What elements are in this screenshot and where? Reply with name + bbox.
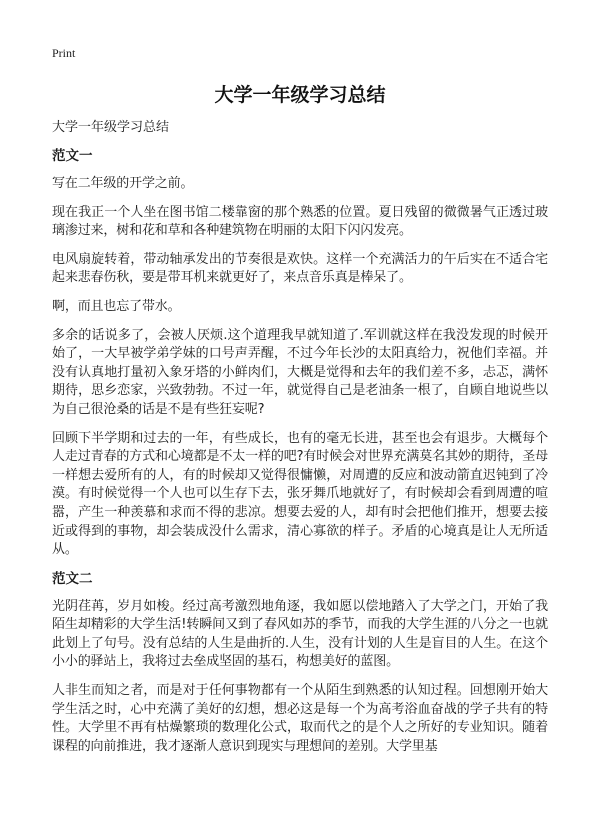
paragraph: 多余的话说多了，会被人厌烦.这个道理我早就知道了.军训就这样在我没发现的时候开始了，一大早被学弟学妹的口号声弄醒，不过今年长沙的太阳真给力，祝他们幸福。并没有认真地打量初入象牙塔的小鲜肉们，大概是觉得和去年的我们差不多，忐忑，满怀期待，思乡恋家，兴致勃勃。不过一年，就觉得自己是老油条一根了，自顾自地说些以为自己很沧桑的话是不是有些狂妄呢?: [52, 327, 548, 417]
paragraph: 回顾下半学期和过去的一年，有些成长，也有的毫无长进，甚至也会有退步。大概每个人走过青春的方式和心境都是不太一样的吧?有时候会对世界充满莫名其妙的期待，圣母一样想去爱所有的人，有的时候却又觉得很慵懒，对周遭的反应和波动箭直迟钝到了冷漠。有时候觉得一个人也可以生存下去，张牙舞爪地就好了，有时候却会看到周遭的喧嚣，产生一种羡慕和求而不得的悲凉。想要去爱的人，却有时会把他们推开，想要去接近或得到的事物，却会装成没什么需求，清心寡欲的样子。矛盾的心境真是让人无所适从。: [52, 430, 548, 558]
section-heading-2: 范文二: [52, 570, 93, 587]
paragraph: 写在二年级的开学之前。: [52, 176, 194, 191]
paragraph: 电风扇旋转着，带动轴承发出的节奏很是欢快。这样一个充满活力的午后实在不适合宅起来悲春伤秋，要是带耳机来就更好了，来点音乐真是棒呆了。: [52, 251, 548, 286]
document-subtitle: 大学一年级学习总结: [52, 120, 170, 135]
section-heading-1: 范文一: [52, 148, 93, 164]
document-body: [52, 119, 548, 766]
page-title: 大学一年级学习总结: [214, 84, 386, 106]
paragraph: 现在我正一个人坐在图书馆二楼靠窗的那个熟悉的位置。夏日残留的微微暑气正透过玻璃渗过来，树和花和草和各种建筑物在明丽的太阳下闪闪发亮。: [52, 204, 548, 239]
print-label: Print: [52, 46, 76, 60]
paragraph: 光阴荏苒，岁月如梭。经过高考激烈地角逐，我如愿以偿地踏入了大学之门，开始了我陌生却精彩的大学生活!转瞬间又到了春风如苏的季节，而我的大学生涯的八分之一也就此划上了句号。没有总结的人生是曲折的.人生，没有计划的人生是盲目的人生。在这个小小的驿站上，我将过去垒成坚固的基石，构想美好的蓝图。: [52, 598, 548, 670]
paragraph: 啊，而且也忘了带水。: [52, 298, 181, 314]
paragraph: 人非生而知之者，而是对于任何事物都有一个从陌生到熟悉的认知过程。回想刚开始大学生活之时，心中充满了美好的幻想，想必这是每一个为高考浴血奋战的学子共有的特性。大学里不再有枯燥繁琐的数理化公式，取而代之的是个人之所好的专业知识。随着课程的向前推进，我才逐渐人意识到现实与理想间的差别。大学里基: [52, 683, 548, 754]
